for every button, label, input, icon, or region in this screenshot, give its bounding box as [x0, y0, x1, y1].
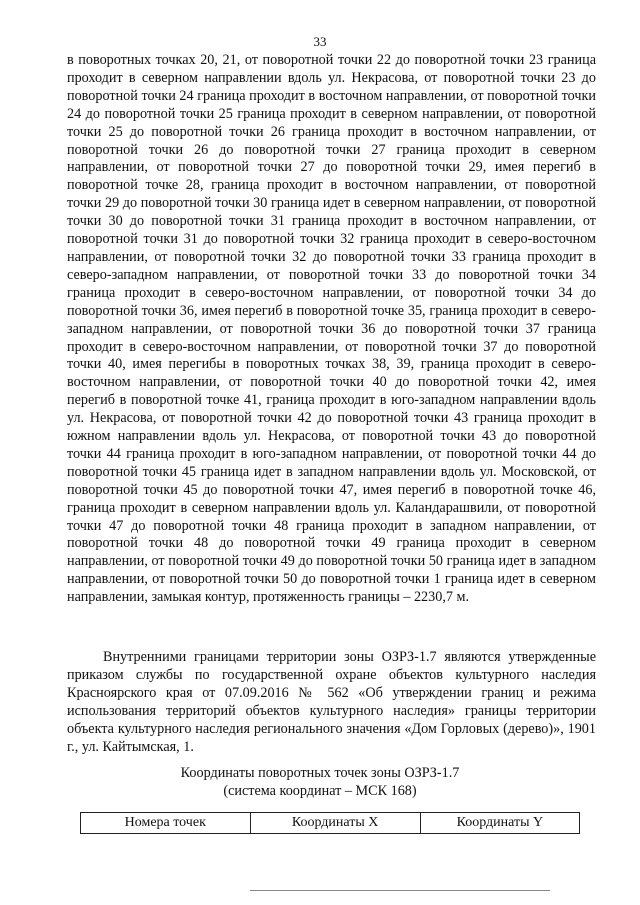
column-header-y: Координаты Y	[420, 813, 579, 834]
column-header-x: Координаты X	[250, 813, 420, 834]
column-header-point-numbers: Номера точек	[81, 813, 251, 834]
page-number: 33	[313, 34, 327, 49]
coordinates-table	[80, 812, 580, 834]
table-caption: Координаты поворотных точек зоны ОЗРЗ-1.7	[180, 765, 460, 781]
table-header-row	[81, 813, 580, 834]
table-caption-subtitle: (система координат – МСК 168)	[223, 783, 417, 799]
inner-boundaries-paragraph: Внутренними границами территории зоны ОЗРЗ-1.7 являются утвержденные приказом службы по государственной охране объектов культурного наследия Красноярского края от 07.09.2016 № 562 «Об утверждении границ и режима использования территорий объектов культурного наследия» границы территории объекта культурного наследия регионального значения «Дом Горловых (дерево)», 1901 г., ул. Кайтымская, 1.	[67, 649, 596, 755]
page-bottom-divider	[250, 890, 550, 891]
boundary-description-paragraph: в поворотных точках 20, 21, от поворотной точки 22 до поворотной точки 23 граница проходит в северном направлении вдоль ул. Некрасова, от поворотной точки 23 до поворотной точки 24 граница проходит в восточном направлении, от поворотной точки 24 до поворотной точки 25 граница проходит в северном направлении, от поворотной точки 25 до поворотной точки 26 граница проходит в восточном направлении, от поворотной точки 26 до поворотной точки 27 граница проходит в северном направлении, от поворотной точки 27 до поворотной точки 29, имея перегиб в поворотной точке 28, граница проходит в восточном направлении, от поворотной точки 29 до поворотной точки 30 граница идет в северном направлении, от поворотной точки 30 до поворотной точки 31 граница проходит в восточном направлении, от поворотной точки 31 до поворотной точки 32 граница проходит в северо-восточном направлении, от поворотной точки 32 до поворотной точки 33 граница проходит в северо-западном направлении, от поворотной точки 33 до поворотной точки 34 граница проходит в северо-восточном направлении, от поворотной точки 34 до поворотной точки 36, имея перегиб в поворотной точке 35, граница проходит в северо-западном направлении, от поворотной точки 36 до поворотной точки 37 граница проходит в северо-восточном направлении, от поворотной точки 37 до поворотной точки 40, имея перегибы в поворотных точках 38, 39, граница проходит в северо-восточном направлении, от поворотной точки 40 до поворотной точки 42, имея перегиб в поворотной точке 41, граница проходит в юго-западном направлении вдоль ул. Некрасова, от поворотной точки 42 до поворотной точки 43 граница проходит в южном направлении вдоль ул. Некрасова, от поворотной точки 43 до поворотной точки 44 граница проходит в юго-западном направлении, от поворотной точки 44 до поворотной точки 45 граница идет в западном направлении вдоль ул. Московской, от поворотной точки 45 до поворотной точки 47, имея перегиб в поворотной точке 46, граница проходит в северном направлении вдоль ул. Каландарашвили, от поворотной точки 47 до поворотной точки 48 граница проходит в западном направлении, от поворотной точки 48 до поворотной точки 49 граница проходит в северном направлении, от поворотной точки 49 до поворотной точки 50 граница идет в западном направлении, от поворотной точки 50 до поворотной точки 1 граница идет в северном направлении, замыкая контур, протяженность границы – 2230,7 м.	[67, 52, 596, 606]
